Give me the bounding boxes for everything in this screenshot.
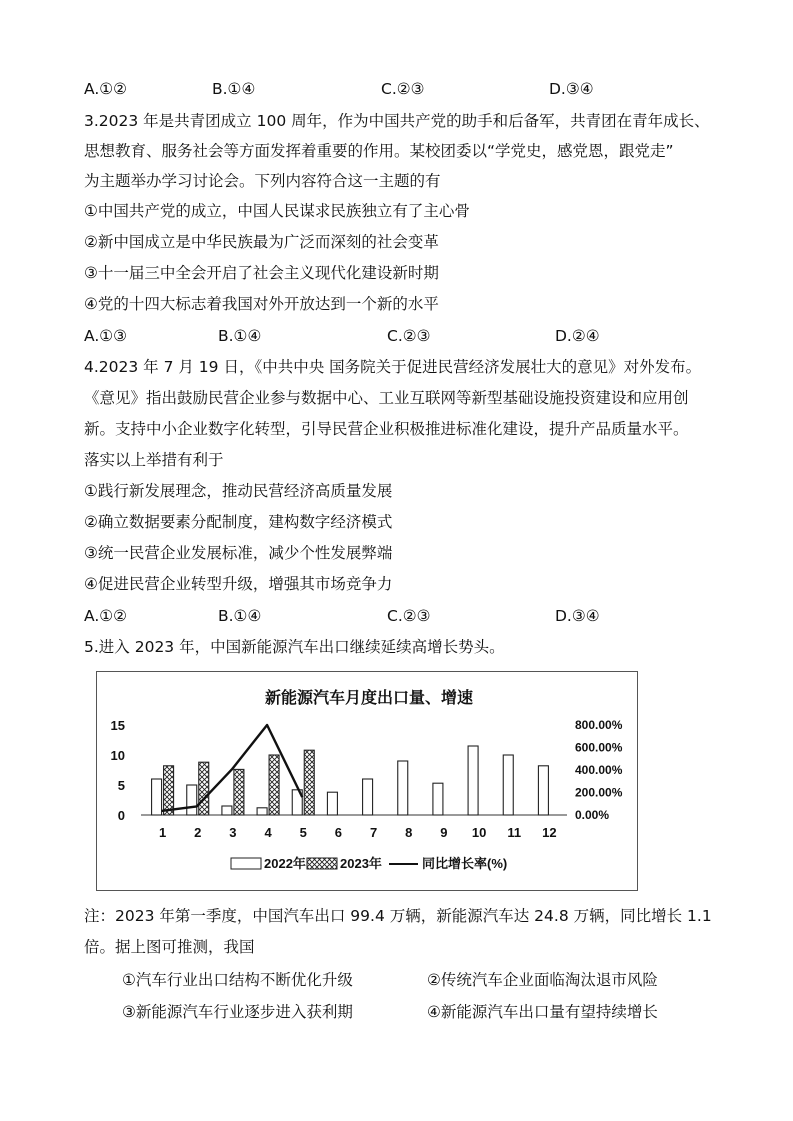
q4-item-2: ②确立数据要素分配制度，建构数字经济模式 (84, 513, 393, 531)
x-tick-label: 2 (194, 825, 202, 840)
y-right-tick-label: 400.00% (575, 763, 623, 777)
y-right-tick-label: 0.00% (575, 808, 610, 822)
q3-stem-line-2: 思想教育、服务社会等方面发挥着重要的作用。某校团委以“学党史，感党恩，跟党走” (84, 142, 674, 160)
q4-option-c: C.②③ (387, 607, 431, 625)
x-tick-label: 6 (334, 825, 343, 840)
q5-item-3: ③新能源汽车行业逐步进入获利期 (122, 1003, 353, 1021)
growth-rate-line (162, 725, 303, 811)
x-tick-label: 4 (264, 825, 272, 840)
legend-label-2022: 2022年 (264, 856, 306, 871)
bar-2022 (222, 806, 232, 815)
q4-item-3: ③统一民营企业发展标准，减少个性发展弊端 (84, 544, 393, 562)
chart-frame (96, 671, 638, 891)
bar-2022 (433, 783, 443, 815)
q3-option-b: B.①④ (218, 327, 262, 345)
q4-item-4: ④促进民营企业转型升级，增强其市场竞争力 (84, 575, 393, 593)
bar-2022 (187, 785, 197, 815)
q3-option-d: D.②④ (555, 327, 600, 345)
q4-stem-line-3: 新。支持中小企业数字化转型，引导民营企业积极推进标准化建设，提升产品质量水平。 (84, 420, 689, 438)
x-tick-label: 3 (229, 825, 237, 840)
export-chart (97, 672, 636, 889)
y-right-tick-label: 200.00% (575, 785, 623, 800)
y-left-tick-label: 5 (117, 778, 125, 793)
bar-2023 (234, 769, 244, 815)
x-tick-label: 7 (369, 825, 378, 840)
q3-stem-line-1: 3.2023 年是共青团成立 100 周年，作为中国共产党的助手和后备军，共青团在青年成长、 (84, 112, 710, 130)
bar-2023 (269, 755, 279, 815)
q2-option-b: B.①④ (212, 80, 256, 98)
bar-2022 (327, 792, 337, 815)
bar-2023 (199, 762, 209, 815)
y-right-tick-label: 600.00% (575, 740, 623, 755)
q4-option-b: B.①④ (218, 607, 262, 625)
bar-2022 (257, 808, 267, 815)
q5-note-line-2: 倍。据上图可推测，我国 (84, 938, 255, 956)
q2-option-c: C.②③ (381, 80, 425, 98)
q4-option-a: A.①② (84, 607, 128, 625)
x-tick-label: 1 (158, 825, 167, 840)
q4-stem-line-1: 4.2023 年 7 月 19 日，《中共中央 国务院关于促进民营经济发展壮大的意见》对外发布。 (84, 358, 702, 376)
q5-item-1: ①汽车行业出口结构不断优化升级 (122, 971, 353, 989)
q5-stem: 5.进入 2023 年，中国新能源汽车出口继续延续高增长势头。 (84, 638, 505, 656)
x-tick-label: 12 (542, 825, 557, 840)
q3-item-3: ③十一届三中全会开启了社会主义现代化建设新时期 (84, 264, 439, 282)
q4-stem-line-4: 落实以上举措有利于 (84, 451, 224, 469)
q4-item-1: ①践行新发展理念，推动民营经济高质量发展 (84, 482, 393, 500)
legend-label-growth: 同比增长率(%) (422, 856, 508, 871)
q3-item-1: ①中国共产党的成立，中国人民谋求民族独立有了主心骨 (84, 202, 470, 220)
bar-2022 (363, 779, 373, 815)
bar-2022 (468, 746, 478, 815)
x-tick-label: 9 (440, 825, 448, 840)
bar-2023 (164, 766, 174, 815)
x-tick-label: 8 (405, 825, 413, 840)
bar-2022 (152, 779, 162, 815)
legend-label-2023: 2023年 (340, 856, 382, 871)
q4-option-d: D.③④ (555, 607, 600, 625)
q3-item-2: ②新中国成立是中华民族最为广泛而深刻的社会变革 (84, 233, 439, 251)
y-right-tick-label: 800.00% (575, 718, 623, 732)
y-left-tick-label: 15 (110, 718, 125, 733)
legend-swatch-2023 (307, 858, 337, 869)
q3-option-c: C.②③ (387, 327, 431, 345)
x-tick-label: 11 (507, 825, 522, 840)
q2-option-d: D.③④ (549, 80, 594, 98)
bar-2022 (503, 755, 513, 815)
y-left-tick-label: 0 (117, 808, 125, 823)
q5-note-line-1: 注：2023 年第一季度，中国汽车出口 99.4 万辆，新能源汽车达 24.8 万辆，同比增长 1.1 (84, 907, 712, 925)
legend-swatch-2022 (231, 858, 261, 869)
x-tick-label: 5 (299, 825, 307, 840)
q3-stem-line-3: 为主题举办学习讨论会。下列内容符合这一主题的有 (84, 172, 441, 190)
chart-title: 新能源汽车月度出口量、增速 (264, 690, 474, 707)
q3-item-4: ④党的十四大标志着我国对外开放达到一个新的水平 (84, 295, 439, 313)
bar-2023 (304, 750, 314, 815)
q2-option-a: A.①② (84, 80, 128, 98)
chart-legend (231, 856, 507, 871)
q5-item-4: ④新能源汽车出口量有望持续增长 (427, 1003, 658, 1021)
q4-stem-line-2: 《意见》指出鼓励民营企业参与数据中心、工业互联网等新型基础设施投资建设和应用创 (84, 389, 689, 407)
x-tick-label: 10 (471, 825, 487, 840)
q3-option-a: A.①③ (84, 327, 128, 345)
q5-item-2: ②传统汽车企业面临淘汰退市风险 (427, 971, 658, 989)
y-left-tick-label: 10 (110, 748, 125, 763)
bar-2022 (398, 761, 408, 815)
bar-2022 (538, 766, 548, 815)
